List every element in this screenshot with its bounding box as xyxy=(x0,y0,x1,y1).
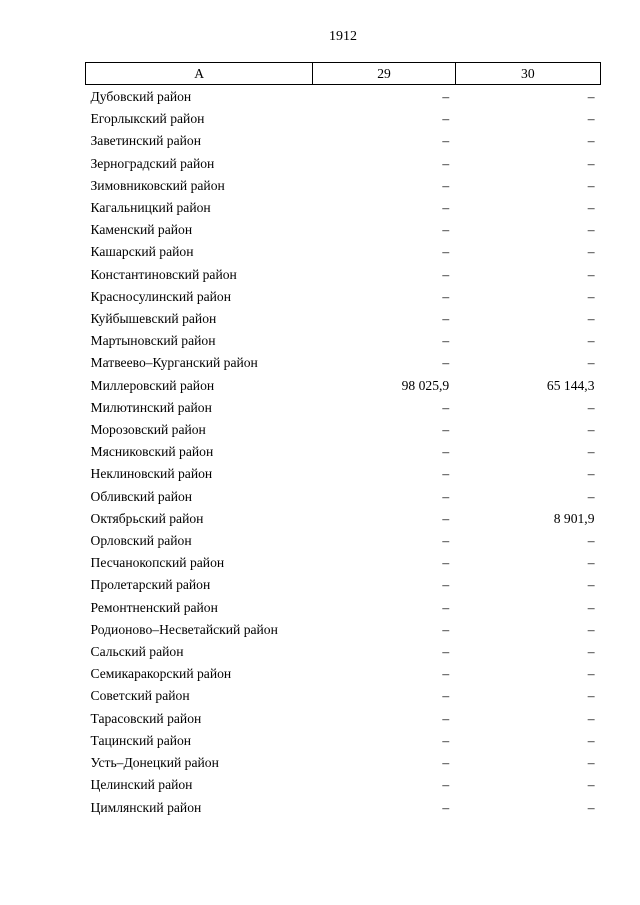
value-cell-29: – xyxy=(442,177,450,193)
table-row xyxy=(86,397,601,419)
value-cell-29: – xyxy=(442,266,450,282)
district-name-cell: Каменский район xyxy=(90,222,193,238)
value-cell-30: – xyxy=(587,732,595,748)
value-cell-29: – xyxy=(442,621,450,637)
value-cell-30: – xyxy=(587,288,595,304)
value-cell-30: 65 144,3 xyxy=(546,377,595,393)
value-cell-29: – xyxy=(442,599,450,615)
district-name-cell: Морозовский район xyxy=(90,422,206,438)
district-name-cell: Тацинский район xyxy=(90,732,192,748)
table-row xyxy=(86,286,601,308)
table-row xyxy=(86,130,601,152)
value-cell-30: – xyxy=(587,177,595,193)
value-cell-30: – xyxy=(587,466,595,482)
value-cell-29: – xyxy=(442,399,450,415)
district-name-cell: Песчанокопский район xyxy=(90,555,225,571)
district-name-cell: Октябрьский район xyxy=(90,510,204,526)
district-name-cell: Дубовский район xyxy=(90,89,192,104)
table-row xyxy=(86,153,601,175)
district-name-cell: Усть–Донецкий район xyxy=(90,755,219,771)
district-name-cell: Советский район xyxy=(90,688,190,704)
column-header-a: А xyxy=(86,63,313,85)
table-row xyxy=(86,774,601,796)
value-cell-29: – xyxy=(442,710,450,726)
table-row xyxy=(86,641,601,663)
value-cell-29: – xyxy=(442,222,450,238)
value-cell-30: 8 901,9 xyxy=(553,510,595,526)
table-row xyxy=(86,752,601,774)
table-row xyxy=(86,663,601,685)
value-cell-30: – xyxy=(587,644,595,660)
value-cell-30: – xyxy=(587,799,595,815)
value-cell-29: – xyxy=(442,777,450,793)
district-name-cell: Куйбышевский район xyxy=(90,311,217,327)
district-name-cell: Константиновский район xyxy=(90,266,237,282)
table-row xyxy=(86,241,601,263)
value-cell-30: – xyxy=(587,133,595,149)
table-row xyxy=(86,574,601,596)
table-row xyxy=(86,308,601,330)
value-cell-29: – xyxy=(442,311,450,327)
value-cell-30: – xyxy=(587,355,595,371)
table-row xyxy=(86,264,601,286)
table-row xyxy=(86,597,601,619)
table-row xyxy=(86,486,601,508)
table-header-row xyxy=(86,63,601,85)
district-name-cell: Зерноградский район xyxy=(90,155,215,171)
district-name-cell: Семикаракорский район xyxy=(90,666,232,682)
value-cell-30: – xyxy=(587,200,595,216)
district-name-cell: Егорлыкский район xyxy=(90,111,205,127)
table-row xyxy=(86,197,601,219)
district-name-cell: Миллеровский район xyxy=(90,377,215,393)
table-row xyxy=(86,85,601,109)
district-name-cell: Цимлянский район xyxy=(90,799,202,815)
value-cell-30: – xyxy=(587,710,595,726)
table-row xyxy=(86,330,601,352)
district-name-cell: Обливский район xyxy=(90,488,193,504)
table-header xyxy=(86,63,601,85)
district-name-cell: Милютинский район xyxy=(90,399,212,415)
district-name-cell: Пролетарский район xyxy=(90,577,211,593)
district-name-cell: Неклиновский район xyxy=(90,466,213,482)
value-cell-30: – xyxy=(587,577,595,593)
district-name-cell: Кашарский район xyxy=(90,244,194,260)
value-cell-29: – xyxy=(442,333,450,349)
value-cell-29: – xyxy=(442,288,450,304)
table-row xyxy=(86,108,601,130)
value-cell-29: – xyxy=(442,200,450,216)
table-row xyxy=(86,441,601,463)
district-name-cell: Тарасовский район xyxy=(90,710,202,726)
value-cell-29: – xyxy=(442,799,450,815)
value-cell-30: – xyxy=(587,222,595,238)
value-cell-30: – xyxy=(587,89,595,104)
value-cell-30: – xyxy=(587,155,595,171)
value-cell-30: – xyxy=(587,755,595,771)
district-name-cell: Целинский район xyxy=(90,777,193,793)
column-header-30: 30 xyxy=(455,63,600,85)
district-name-cell: Ремонтненский район xyxy=(90,599,218,615)
value-cell-30: – xyxy=(587,333,595,349)
table-row xyxy=(86,530,601,552)
table-row xyxy=(86,685,601,707)
value-cell-30: – xyxy=(587,777,595,793)
value-cell-30: – xyxy=(587,444,595,460)
district-name-cell: Красносулинский район xyxy=(90,288,231,304)
page-number: 1912 xyxy=(329,29,357,44)
value-cell-30: – xyxy=(587,688,595,704)
district-name-cell: Орловский район xyxy=(90,533,192,549)
value-cell-29: – xyxy=(442,533,450,549)
value-cell-29: – xyxy=(442,444,450,460)
value-cell-29: 98 025,9 xyxy=(401,377,450,393)
table-row xyxy=(86,619,601,641)
table-row xyxy=(86,419,601,441)
district-name-cell: Зимовниковский район xyxy=(90,177,225,193)
value-cell-30: – xyxy=(587,244,595,260)
value-cell-30: – xyxy=(587,422,595,438)
district-name-cell: Кагальницкий район xyxy=(90,200,211,216)
table-body xyxy=(86,85,601,819)
value-cell-29: – xyxy=(442,688,450,704)
table-row xyxy=(86,463,601,485)
value-cell-29: – xyxy=(442,666,450,682)
value-cell-29: – xyxy=(442,466,450,482)
district-name-cell: Заветинский район xyxy=(90,133,201,149)
table-row xyxy=(86,175,601,197)
data-table xyxy=(85,62,601,819)
value-cell-30: – xyxy=(587,311,595,327)
value-cell-30: – xyxy=(587,488,595,504)
value-cell-30: – xyxy=(587,599,595,615)
value-cell-29: – xyxy=(442,555,450,571)
table-row xyxy=(86,508,601,530)
value-cell-29: – xyxy=(442,488,450,504)
value-cell-30: – xyxy=(587,555,595,571)
district-name-cell: Матвеево–Курганский район xyxy=(90,355,258,371)
value-cell-30: – xyxy=(587,266,595,282)
value-cell-29: – xyxy=(442,244,450,260)
column-header-29: 29 xyxy=(313,63,455,85)
value-cell-30: – xyxy=(587,666,595,682)
district-name-cell: Мартыновский район xyxy=(90,333,216,349)
table-row xyxy=(86,797,601,819)
district-name-cell: Сальский район xyxy=(90,644,184,660)
district-name-cell: Мясниковский район xyxy=(90,444,214,460)
table-row xyxy=(86,219,601,241)
value-cell-29: – xyxy=(442,355,450,371)
table-row xyxy=(86,552,601,574)
district-name-cell: Родионово–Несветайский район xyxy=(90,621,278,637)
table-row xyxy=(86,375,601,397)
value-cell-29: – xyxy=(442,732,450,748)
value-cell-29: – xyxy=(442,577,450,593)
table-row xyxy=(86,730,601,752)
value-cell-29: – xyxy=(442,89,450,104)
value-cell-29: – xyxy=(442,755,450,771)
value-cell-29: – xyxy=(442,133,450,149)
value-cell-29: – xyxy=(442,644,450,660)
value-cell-29: – xyxy=(442,155,450,171)
value-cell-30: – xyxy=(587,533,595,549)
value-cell-30: – xyxy=(587,111,595,127)
table-row xyxy=(86,708,601,730)
value-cell-29: – xyxy=(442,111,450,127)
value-cell-30: – xyxy=(587,399,595,415)
value-cell-29: – xyxy=(442,510,450,526)
value-cell-30: – xyxy=(587,621,595,637)
table-row xyxy=(86,352,601,374)
value-cell-29: – xyxy=(442,422,450,438)
